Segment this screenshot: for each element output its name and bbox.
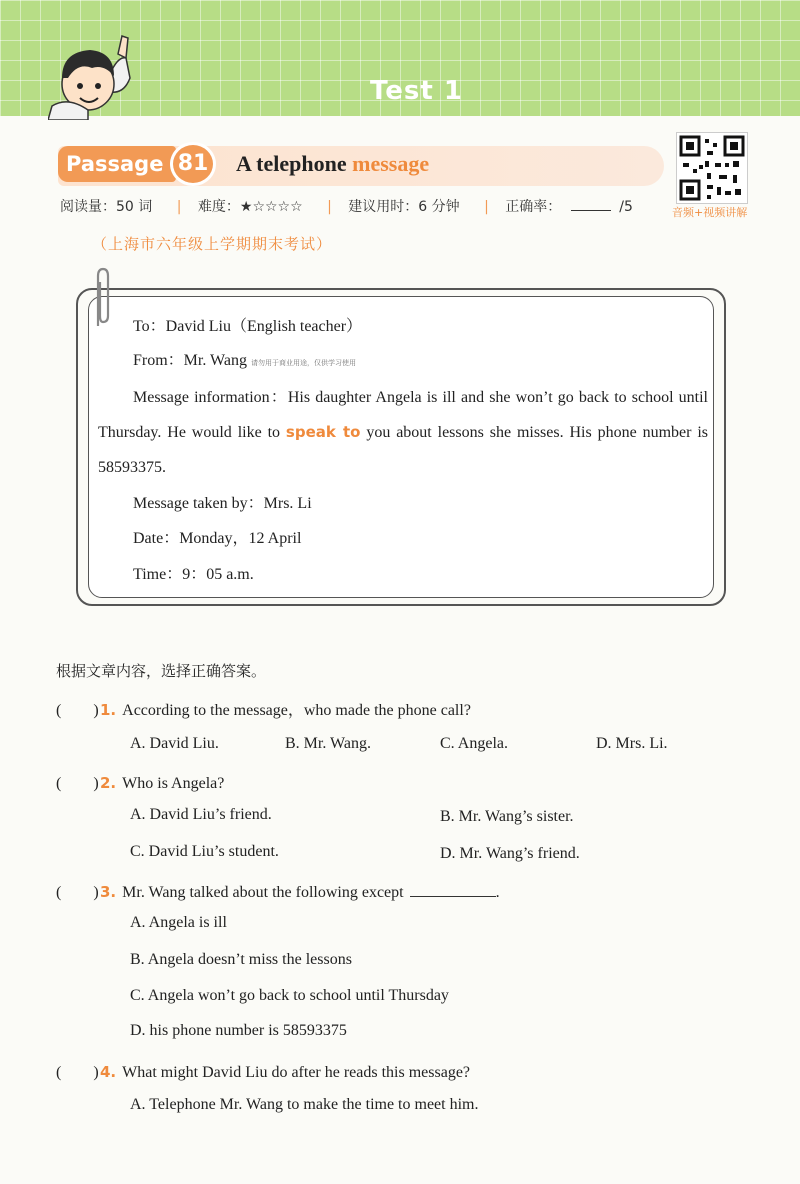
qr-code-icon[interactable]	[676, 132, 748, 204]
question-text: What might David Liu do after he reads this message?	[122, 1064, 471, 1081]
passage-number: 81	[170, 142, 216, 186]
qr-label: 音频+视频讲解	[672, 206, 748, 219]
instruction: 根据文章内容，选择正确答案。	[56, 662, 267, 680]
question-4	[56, 1059, 470, 1082]
question-number: 2.	[100, 774, 117, 792]
passage-title-highlight: message	[352, 151, 430, 176]
accuracy-total: /5	[619, 199, 633, 215]
meta-row	[60, 196, 641, 216]
message-taken-by: Message taken by：Mrs. Li	[133, 495, 312, 512]
option-a[interactable]: A. David Liu.	[130, 735, 219, 752]
option-c[interactable]: C. Angela.	[440, 735, 508, 752]
answer-paren[interactable]: ( )	[56, 702, 99, 719]
option-b[interactable]: B. Angela doesn’t miss the lessons	[130, 951, 352, 968]
answer-paren[interactable]: ( )	[56, 1064, 99, 1081]
question-2	[56, 770, 224, 793]
separator: |	[327, 199, 332, 215]
option-a[interactable]: A. David Liu’s friend.	[130, 806, 272, 823]
suggested-time: 建议用时：6 分钟	[348, 199, 460, 215]
fill-blank[interactable]	[410, 896, 496, 897]
exam-source: （上海市六年级上学期期末考试）	[92, 235, 333, 253]
message-from: From：Mr. Wang	[133, 352, 247, 369]
message-information	[98, 380, 708, 485]
question-number: 3.	[100, 883, 117, 901]
question-text: Who is Angela?	[122, 775, 225, 792]
option-d[interactable]: D. Mr. Wang’s friend.	[440, 845, 580, 862]
option-c[interactable]: C. Angela won’t go back to school until Thursday	[130, 987, 449, 1004]
message-to: To：David Liu（English teacher）	[133, 318, 363, 335]
option-a[interactable]: A. Telephone Mr. Wang to make the time to meet him.	[130, 1096, 479, 1113]
accuracy-label: 正确率：	[505, 199, 562, 215]
separator: |	[176, 199, 182, 215]
passage-label: Passage	[58, 146, 176, 182]
difficulty-label: 难度：	[197, 199, 240, 215]
passage-title	[236, 151, 429, 177]
separator: |	[484, 199, 489, 215]
message-from-line	[133, 347, 356, 370]
question-3	[56, 879, 500, 902]
answer-paren[interactable]: ( )	[56, 884, 99, 901]
option-d[interactable]: D. Mrs. Li.	[596, 735, 668, 752]
option-b[interactable]: B. Mr. Wang’s sister.	[440, 808, 574, 825]
option-a[interactable]: A. Angela is ill	[130, 914, 227, 931]
question-number: 4.	[100, 1063, 117, 1081]
message-info-part2: you about lessons she misses. His phone number is 58593375.	[98, 424, 709, 476]
question-end: .	[495, 884, 500, 901]
answer-paren[interactable]: ( )	[56, 775, 99, 792]
option-b[interactable]: B. Mr. Wang.	[285, 735, 371, 752]
paperclip-icon	[92, 266, 114, 330]
question-1	[56, 697, 471, 720]
message-time: Time：9：05 a.m.	[133, 566, 254, 583]
accuracy-blank[interactable]	[571, 210, 611, 211]
message-date: Date：Monday，12 April	[133, 530, 302, 547]
option-c[interactable]: C. David Liu’s student.	[130, 843, 279, 860]
message-info-highlight: speak to	[285, 423, 361, 441]
message-info-part1: Message information：His daughter Angela is ill and she won’t go back to school until Thursday. He would like to	[98, 389, 708, 441]
test-title: Test 1	[370, 76, 463, 106]
question-text: Mr. Wang talked about the following except	[122, 884, 404, 901]
question-text: According to the message，who made the phone call?	[122, 702, 471, 719]
message-from-note: 请勿用于商业用途，仅供学习使用	[250, 359, 356, 367]
question-number: 1.	[100, 701, 117, 719]
boy-mascot-illustration	[48, 34, 140, 120]
difficulty-stars: ★☆☆☆☆	[239, 199, 303, 215]
option-d[interactable]: D. his phone number is 58593375	[130, 1022, 347, 1039]
reading-count: 阅读量：50 词	[60, 199, 153, 215]
passage-title-plain: A telephone	[236, 151, 347, 176]
